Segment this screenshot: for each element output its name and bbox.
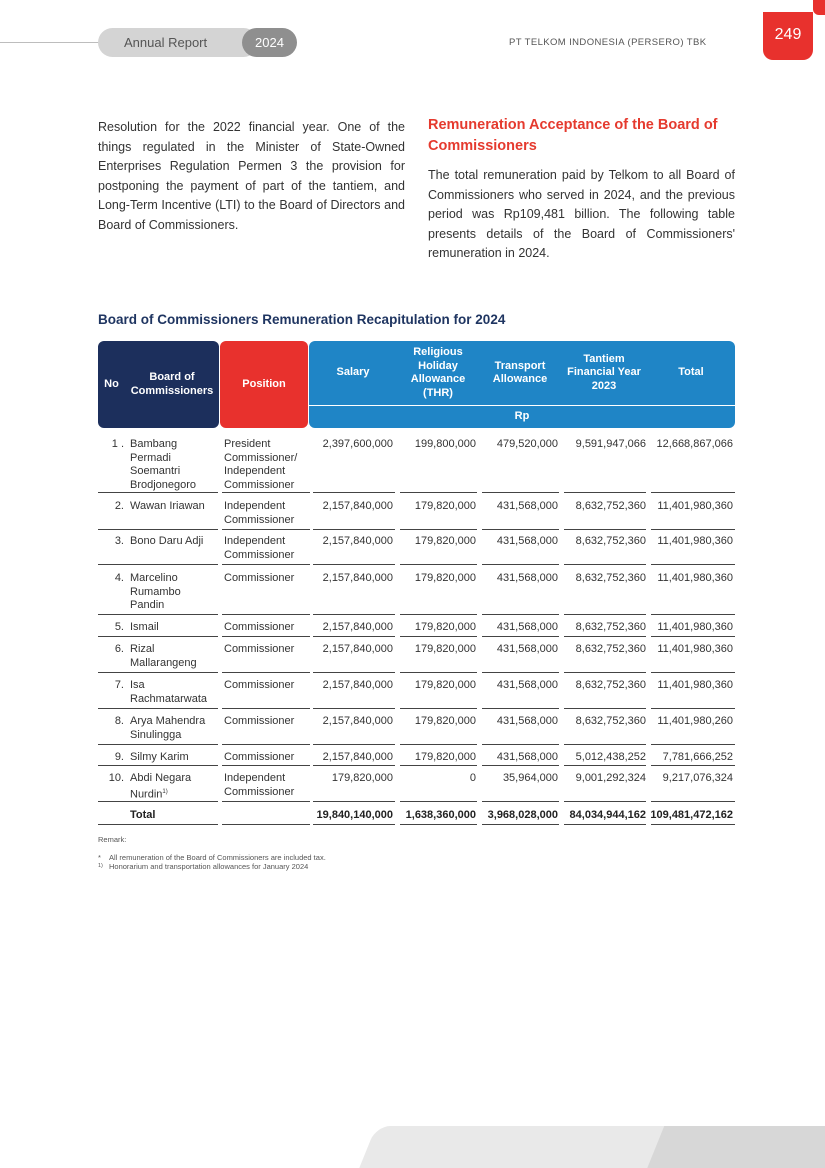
header-total: Total — [678, 366, 704, 379]
footnote-mark: 1) — [162, 788, 168, 795]
row-divider — [98, 708, 218, 709]
row-salary: 2,157,840,000 — [322, 643, 393, 655]
row-transport: 431,568,000 — [496, 715, 558, 727]
row-divider — [98, 672, 218, 673]
row-name: Bono Daru Adji — [130, 535, 204, 547]
row-total: 11,401,980,360 — [657, 500, 733, 512]
row-divider — [400, 529, 477, 530]
row-divider — [98, 614, 218, 615]
row-divider — [651, 492, 735, 493]
row-name: Wawan Iriawan — [130, 500, 205, 512]
row-salary: 2,157,840,000 — [322, 535, 393, 547]
row-divider — [313, 672, 395, 673]
remark-note — [98, 862, 326, 871]
row-divider — [313, 564, 395, 565]
row-thr: 179,820,000 — [414, 621, 476, 633]
row-transport: 431,568,000 — [496, 643, 558, 655]
row-divider — [482, 765, 559, 766]
row-divider — [98, 529, 218, 530]
row-divider — [98, 744, 218, 745]
section-title: Remuneration Acceptance of the Board of Commissioners — [428, 117, 718, 154]
row-divider — [400, 564, 477, 565]
row-name: Silmy Karim — [130, 751, 189, 763]
row-divider — [482, 564, 559, 565]
row-divider — [222, 529, 310, 530]
row-divider — [313, 492, 395, 493]
row-divider — [564, 529, 646, 530]
header-position: Position — [220, 341, 308, 428]
row-total: 11,401,980,360 — [657, 535, 733, 547]
row-transport: 35,964,000 — [502, 772, 558, 784]
row-divider — [313, 614, 395, 615]
row-divider — [222, 801, 310, 802]
row-salary: 2,157,840,000 — [322, 621, 393, 633]
row-divider — [400, 614, 477, 615]
row-divider — [651, 765, 735, 766]
row-divider — [482, 801, 559, 802]
note-text: All remuneration of the Board of Commissioners are included tax. — [109, 853, 326, 862]
remark-note — [98, 853, 326, 862]
year-pill: 2024 — [242, 28, 297, 57]
row-tantiem: 8,632,752,360 — [575, 500, 646, 512]
row-name — [130, 772, 216, 802]
note-mark: * — [98, 853, 101, 862]
row-tantiem: 9,001,292,324 — [575, 772, 646, 784]
row-divider — [400, 744, 477, 745]
row-divider — [313, 744, 395, 745]
annual-report-pill: Annual Report — [98, 28, 258, 57]
row-no: 10. — [108, 772, 124, 784]
row-divider — [564, 492, 646, 493]
row-divider — [651, 636, 735, 637]
header-thr: Religious Holiday Allowance (THR) — [410, 346, 466, 399]
row-divider — [482, 708, 559, 709]
row-transport: 431,568,000 — [496, 679, 558, 691]
row-salary: 2,397,600,000 — [322, 438, 393, 450]
row-divider — [313, 529, 395, 530]
row-divider — [400, 765, 477, 766]
row-divider — [313, 765, 395, 766]
header-board-of-commissioners: Board of Commissioners — [125, 341, 219, 428]
row-total: 11,401,980,360 — [657, 643, 733, 655]
row-salary: 179,820,000 — [331, 772, 393, 784]
page-number: 249 — [763, 12, 813, 60]
page-tab-decoration — [813, 0, 825, 15]
row-total: 11,401,980,360 — [657, 621, 733, 633]
note-mark: 1) — [98, 863, 103, 869]
row-transport: 431,568,000 — [496, 500, 558, 512]
row-divider — [564, 708, 646, 709]
row-thr: 0 — [469, 772, 476, 784]
row-divider — [98, 636, 218, 637]
row-transport: 431,568,000 — [496, 751, 558, 763]
row-divider — [482, 492, 559, 493]
row-thr: 199,800,000 — [414, 438, 476, 450]
row-divider — [651, 564, 735, 565]
row-divider — [313, 636, 395, 637]
row-divider — [651, 672, 735, 673]
row-thr: 179,820,000 — [414, 500, 476, 512]
row-thr: 179,820,000 — [414, 715, 476, 727]
row-divider — [222, 614, 310, 615]
row-position: President Commissioner/ Independent Commissioner — [224, 438, 298, 491]
row-position: Commissioner — [224, 751, 295, 763]
row-tantiem: 8,632,752,360 — [575, 535, 646, 547]
row-total: 11,401,980,360 — [657, 679, 733, 691]
footer-decoration-dark — [640, 1126, 825, 1168]
total-thr: 1,638,360,000 — [405, 809, 476, 821]
total-salary: 19,840,140,000 — [316, 809, 393, 821]
row-thr: 179,820,000 — [414, 751, 476, 763]
row-divider — [564, 824, 646, 825]
row-divider — [482, 824, 559, 825]
row-divider — [564, 614, 646, 615]
row-divider — [98, 492, 218, 493]
row-tantiem: 9,591,947,066 — [575, 438, 646, 450]
row-divider — [98, 801, 218, 802]
row-no: 6. — [114, 643, 124, 655]
row-divider — [564, 765, 646, 766]
row-divider — [564, 744, 646, 745]
header-salary: Salary — [336, 366, 370, 379]
row-divider — [222, 708, 310, 709]
row-no: 4. — [114, 572, 124, 584]
row-divider — [482, 529, 559, 530]
header-transport: Transport Allowance — [492, 359, 548, 385]
row-divider — [222, 564, 310, 565]
row-divider — [400, 801, 477, 802]
row-position: Commissioner — [224, 643, 295, 655]
header-tantiem: Tantiem Financial Year 2023 — [567, 352, 641, 392]
row-divider — [651, 614, 735, 615]
remark-notes — [98, 853, 326, 871]
header-no: No — [98, 341, 125, 428]
row-no: 5. — [114, 621, 124, 633]
row-total: 11,401,980,360 — [657, 572, 733, 584]
row-salary: 2,157,840,000 — [322, 715, 393, 727]
row-position: Independent Commissioner — [224, 535, 295, 561]
row-divider — [482, 614, 559, 615]
row-divider — [313, 708, 395, 709]
total-tantiem: 84,034,944,162 — [569, 809, 646, 821]
row-transport: 431,568,000 — [496, 535, 558, 547]
row-name: Rizal Mallarangeng — [130, 643, 197, 669]
header-rule — [0, 42, 100, 43]
row-divider — [482, 744, 559, 745]
row-transport: 431,568,000 — [496, 621, 558, 633]
row-tantiem: 8,632,752,360 — [575, 621, 646, 633]
row-name: Marcelino Rumambo Pandin — [130, 572, 181, 611]
row-position: Commissioner — [224, 621, 295, 633]
row-name: Isa Rachmatarwata — [130, 679, 208, 705]
row-position: Commissioner — [224, 572, 295, 584]
remark-label: Remark: — [98, 835, 127, 844]
row-no: 1 . — [111, 438, 124, 450]
section-paragraph: The total remuneration paid by Telkom to all Board of Commissioners who served in 2024, and the previous period was Rp109,481 billion. The following table presents details of the Board of Commissioners' remuneration in 2024. — [428, 168, 735, 260]
row-no: 9. — [114, 751, 124, 763]
row-divider — [222, 672, 310, 673]
row-divider — [400, 672, 477, 673]
row-tantiem: 8,632,752,360 — [575, 715, 646, 727]
row-divider — [482, 636, 559, 637]
row-total: 9,217,076,324 — [662, 772, 733, 784]
row-transport: 431,568,000 — [496, 572, 558, 584]
row-divider — [222, 492, 310, 493]
row-tantiem: 8,632,752,360 — [575, 679, 646, 691]
row-name: Arya Mahendra Sinulingga — [130, 715, 206, 741]
row-thr: 179,820,000 — [414, 572, 476, 584]
note-text: Honorarium and transportation allowances for January 2024 — [109, 862, 309, 871]
row-name: Bambang Permadi Soemantri Brodjonegoro — [130, 438, 197, 491]
row-divider — [400, 708, 477, 709]
row-divider — [564, 564, 646, 565]
row-name: Ismail — [130, 621, 159, 633]
row-divider — [564, 801, 646, 802]
row-divider — [222, 744, 310, 745]
header-currency: Rp — [514, 410, 530, 423]
row-tantiem: 8,632,752,360 — [575, 572, 646, 584]
row-divider — [400, 492, 477, 493]
row-divider — [651, 801, 735, 802]
row-position: Independent Commissioner — [224, 772, 295, 798]
row-transport: 479,520,000 — [496, 438, 558, 450]
row-name-text: Abdi Negara Nurdin — [130, 772, 192, 801]
row-total: 7,781,666,252 — [662, 751, 733, 763]
row-total: 12,668,867,066 — [656, 438, 733, 450]
row-total: 11,401,980,260 — [657, 715, 733, 727]
company-name: PT TELKOM INDONESIA (PERSERO) TBK — [509, 37, 707, 48]
row-divider — [400, 824, 477, 825]
row-no: 3. — [114, 535, 124, 547]
row-divider — [98, 564, 218, 565]
row-thr: 179,820,000 — [414, 643, 476, 655]
row-divider — [222, 636, 310, 637]
row-tantiem: 8,632,752,360 — [575, 643, 646, 655]
row-divider — [222, 765, 310, 766]
row-thr: 179,820,000 — [414, 535, 476, 547]
row-divider — [651, 708, 735, 709]
row-divider — [564, 672, 646, 673]
row-thr: 179,820,000 — [414, 679, 476, 691]
table-title: Board of Commissioners Remuneration Recapitulation for 2024 — [98, 312, 506, 327]
row-tantiem: 5,012,438,252 — [575, 751, 646, 763]
total-transport: 3,968,028,000 — [487, 809, 558, 821]
row-salary: 2,157,840,000 — [322, 679, 393, 691]
row-salary: 2,157,840,000 — [322, 500, 393, 512]
row-divider — [651, 529, 735, 530]
row-divider — [313, 824, 395, 825]
total-total: 109,481,472,162 — [650, 809, 733, 821]
row-salary: 2,157,840,000 — [322, 751, 393, 763]
row-divider — [651, 744, 735, 745]
row-divider — [98, 824, 218, 825]
row-position: Commissioner — [224, 715, 295, 727]
row-divider — [564, 636, 646, 637]
left-paragraph: Resolution for the 2022 financial year. One of the things regulated in the Minister of State-Owned Enterprises Regulation Permen 3 the provision for postponing the payment of part of the tantiem, and Long-Term Incentive (LTI) to the Board of Directors and Board of Commissioners. — [98, 120, 405, 232]
row-position: Independent Commissioner — [224, 500, 295, 526]
row-position: Commissioner — [224, 679, 295, 691]
row-divider — [98, 765, 218, 766]
row-no: 7. — [114, 679, 124, 691]
row-divider — [313, 801, 395, 802]
row-salary: 2,157,840,000 — [322, 572, 393, 584]
row-no: 8. — [114, 715, 124, 727]
row-divider — [222, 824, 310, 825]
row-divider — [651, 824, 735, 825]
row-no: 2. — [114, 500, 124, 512]
row-divider — [482, 672, 559, 673]
row-divider — [400, 636, 477, 637]
total-label: Total — [130, 809, 156, 821]
